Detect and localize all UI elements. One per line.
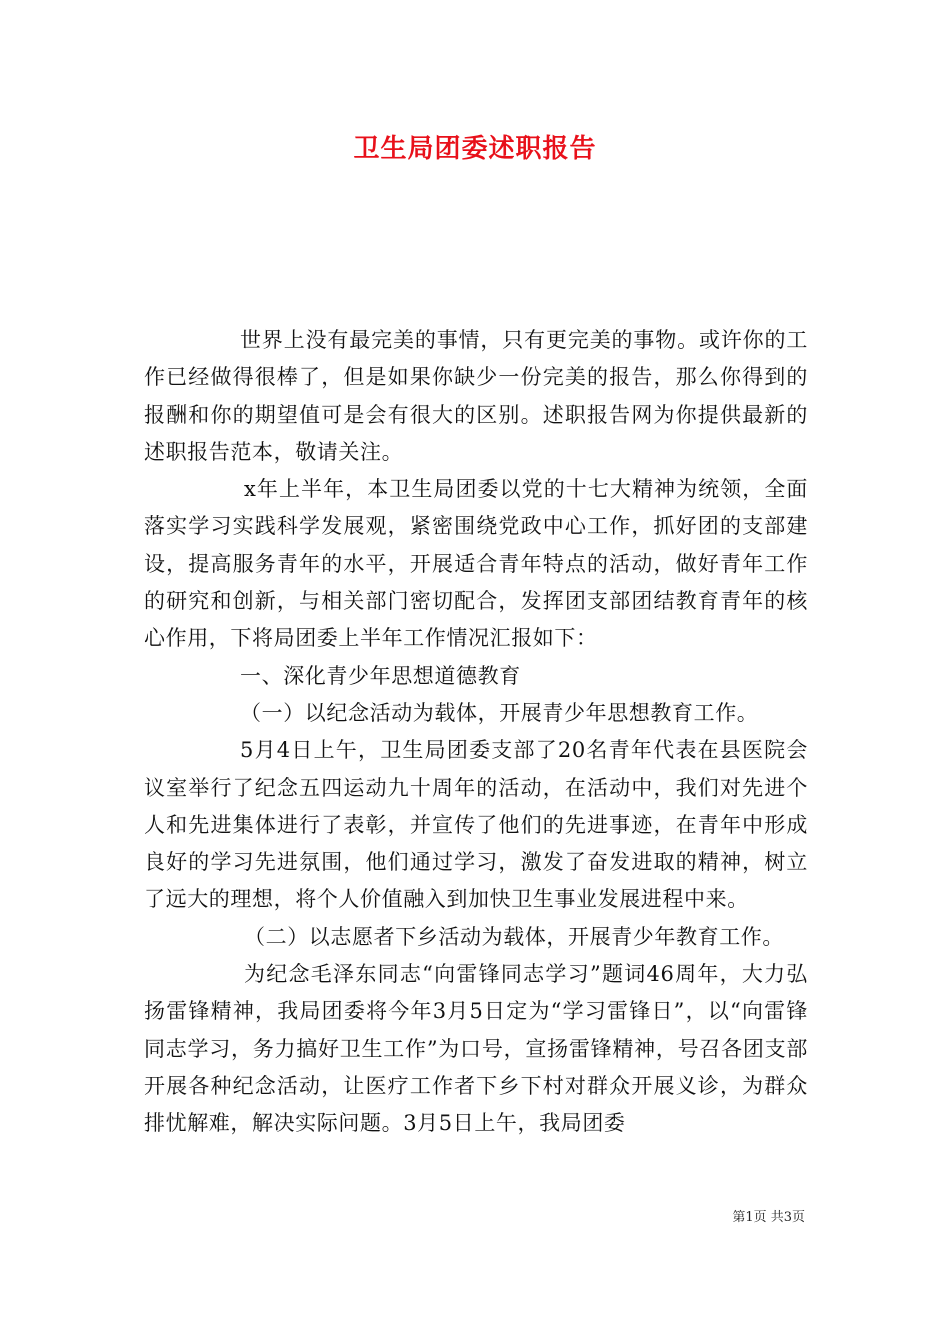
subsection-heading-2: （二）以志愿者下乡活动为载体，开展青少年教育工作。 [244,924,784,949]
document-body [144,322,808,1143]
page-number: 第1页 共3页 [732,1210,805,1225]
subsection-heading-1: （一）以纪念活动为载体，开展青少年思想教育工作。 [240,700,759,725]
paragraph-lei-feng: 为纪念毛泽东同志“向雷锋同志学习”题词46周年，大力弘扬雷锋精神，我局团委将今年3月5日定为“学习雷锋日”，以“向雷锋同志学习，务力搞好卫生工作”为口号，宣扬雷锋精神，号召各团支部开展各种纪念活动，让医疗工作者下乡下村对群众开展义诊，为群众排忧解难，解决实际问题。3月5日上午，我局团委 [144,962,808,1136]
paragraph-intro: 世界上没有最完美的事情，只有更完美的事物。或许你的工作已经做得很棒了，但是如果你缺少一份完美的报告，那么你得到的报酬和你的期望值可是会有很大的区别。述职报告网为你提供最新的述职报告范本，敬请关注。 [144,328,808,464]
document-title: 卫生局团委述职报告 [353,134,597,164]
paragraph-overview: x年上半年，本卫生局团委以党的十七大精神为统领，全面落实学习实践科学发展观，紧密围绕党政中心工作，抓好团的支部建设，提高服务青年的水平，开展适合青年特点的活动，做好青年工作的研究和创新，与相关部门密切配合，发挥团支部团结教育青年的核心作用，下将局团委上半年工作情况汇报如下： [144,477,808,651]
paragraph-may-fourth: 5月4日上午，卫生局团委支部了20名青年代表在县医院会议室举行了纪念五四运动九十周年的活动，在活动中，我们对先进个人和先进集体进行了表彰，并宣传了他们的先进事迹，在青年中形成良好的学习先进氛围，他们通过学习，激发了奋发进取的精神，树立了远大的理想，将个人价值融入到加快卫生事业发展进程中来。 [144,738,808,912]
section-heading-1: 一、深化青少年思想道德教育 [240,663,521,688]
